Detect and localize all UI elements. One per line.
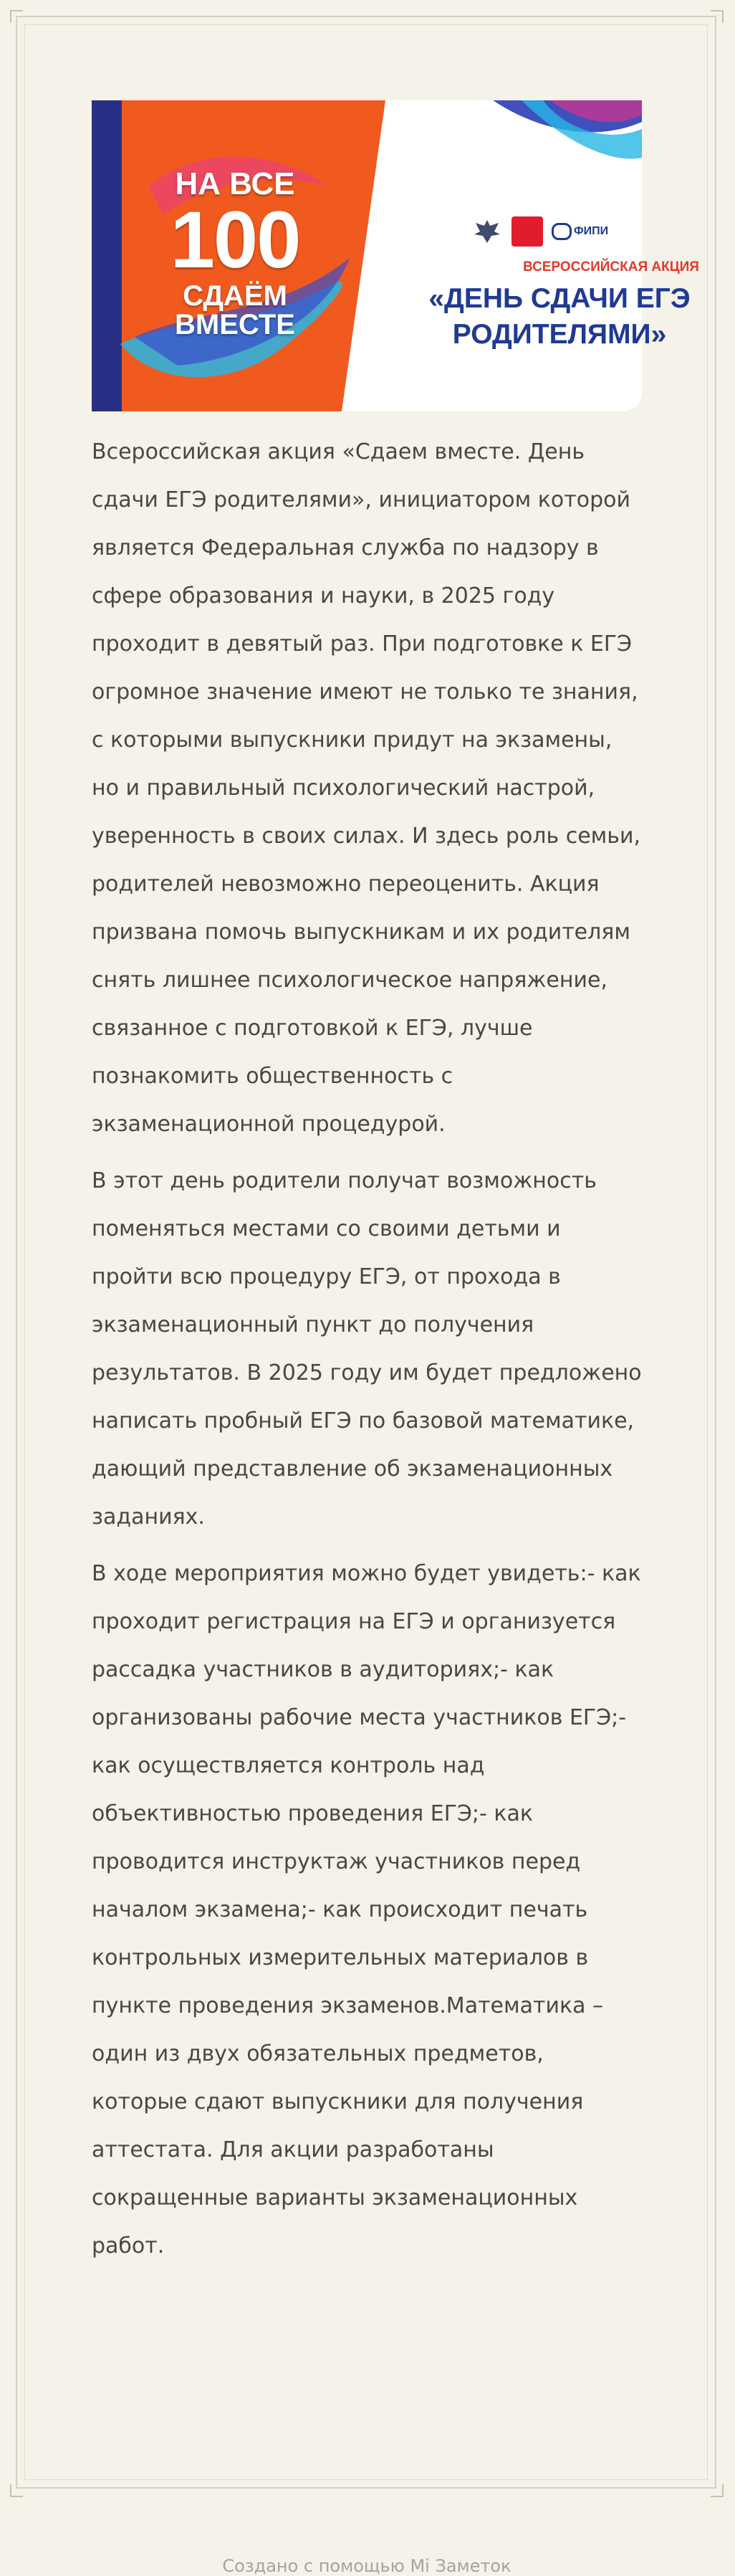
- frame-corner-ornament: [10, 10, 23, 23]
- slogan-number: 100: [170, 195, 300, 285]
- slogan-line: НА ВСЕ: [175, 166, 295, 201]
- banner-slogan: [142, 168, 328, 339]
- frame-corner-ornament: [10, 2484, 23, 2497]
- fipi-mark-icon: [552, 223, 572, 240]
- article-paragraph: В ходе мероприятия можно будет увидеть:- как проходит регистрация на ЕГЭ и организуется рассадка участников в аудиториях;- как организованы рабочие места участников ЕГЭ;- как осуществляется контроль над объективностью проведения ЕГЭ;- как проводится инструктаж участников перед началом экзамена;- как происходит печать контрольных измерительных материалов в пункте проведения экзаменов.Математика – один из двух обязательных предметов, которые сдают выпускники для получения аттестата. Для акции разработаны сокращенные варианты экзаменационных работ.: [92, 1561, 641, 2258]
- red-organization-logo-icon: [511, 216, 543, 247]
- slogan-line: ВМЕСТЕ: [175, 309, 295, 340]
- article-paragraph: В этот день родители получат возможность поменяться местами со своими детьми и пройти всю процедуру ЕГЭ, от прохода в экзаменационный пункт до получения результатов. В 2025 году им будет предложено написать пробный ЕГЭ по базовой математике, дающий представление об экзаменационных заданиях.: [92, 1168, 642, 1530]
- banner-title: «ДЕНЬ СДАЧИ ЕГЭ РОДИТЕЛЯМИ»: [428, 283, 691, 350]
- slogan-line: СДАЁМ: [183, 280, 287, 312]
- article-paragraph: Всероссийская акция «Сдаем вместе. День сдачи ЕГЭ родителями», инициатором которой является Федеральная служба по надзору в сфере образования и науки, в 2025 году проходит в девятый раз. При подготовке к ЕГЭ огромное значение имеют не только те знания, с которыми выпускники придут на экзамены, но и правильный психологический настрой, уверенность в своих силах. И здесь роль семьи, родителей невозможно переоценить. Акция призвана помочь выпускникам и их родителям снять лишнее психологическое напряжение, связанное с подготовкой к ЕГЭ, лучше познакомить общественность с экзаменационной процедурой.: [92, 439, 640, 1137]
- eagle-emblem-icon: [471, 217, 503, 246]
- frame-corner-ornament: [711, 10, 724, 23]
- event-banner-image: [92, 100, 699, 411]
- fipi-logo: [552, 223, 608, 240]
- article-body: [92, 428, 642, 2279]
- banner-caption: ВСЕРОССИЙСКАЯ АКЦИЯ: [523, 259, 699, 275]
- created-with-footer: Создано с помощью Mi Заметок: [222, 2556, 511, 2576]
- fipi-logo-text: ФИПИ: [574, 225, 609, 238]
- frame-corner-ornament: [711, 2484, 724, 2497]
- organizer-logos: [471, 216, 608, 247]
